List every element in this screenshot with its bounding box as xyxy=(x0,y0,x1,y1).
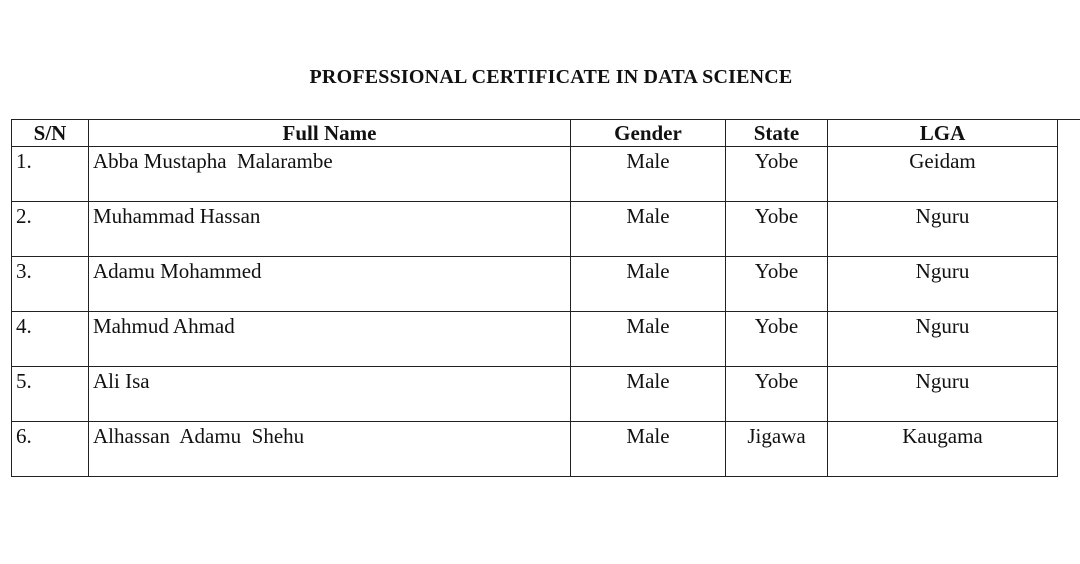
table-row xyxy=(12,367,1058,422)
cell-state: Yobe xyxy=(726,367,828,422)
table-header-row xyxy=(12,120,1058,147)
cell-gender: Male xyxy=(571,312,726,367)
cell-sn: 4. xyxy=(12,312,89,367)
cell-state: Yobe xyxy=(726,202,828,257)
cell-full-name: Alhassan Adamu Shehu xyxy=(89,422,571,477)
column-header-sn: S/N xyxy=(12,120,89,147)
column-header-state: State xyxy=(726,120,828,147)
cell-full-name: Abba Mustapha Malarambe xyxy=(89,147,571,202)
cell-gender: Male xyxy=(571,147,726,202)
cell-full-name: Muhammad Hassan xyxy=(89,202,571,257)
table-row xyxy=(12,257,1058,312)
cell-lga: Geidam xyxy=(828,147,1058,202)
cell-gender: Male xyxy=(571,367,726,422)
cell-sn: 1. xyxy=(12,147,89,202)
table-header-rule-extension xyxy=(1057,119,1080,120)
table-row xyxy=(12,202,1058,257)
cell-state: Yobe xyxy=(726,147,828,202)
column-header-gender: Gender xyxy=(571,120,726,147)
cell-sn: 5. xyxy=(12,367,89,422)
column-header-full-name: Full Name xyxy=(89,120,571,147)
cell-state: Yobe xyxy=(726,257,828,312)
column-header-lga: LGA xyxy=(828,120,1058,147)
cell-sn: 2. xyxy=(12,202,89,257)
cell-gender: Male xyxy=(571,202,726,257)
cell-lga: Nguru xyxy=(828,367,1058,422)
table-row xyxy=(12,422,1058,477)
cell-full-name: Mahmud Ahmad xyxy=(89,312,571,367)
participants-table xyxy=(11,119,1058,477)
cell-state: Jigawa xyxy=(726,422,828,477)
cell-sn: 3. xyxy=(12,257,89,312)
cell-sn: 6. xyxy=(12,422,89,477)
cell-state: Yobe xyxy=(726,312,828,367)
cell-gender: Male xyxy=(571,422,726,477)
table-row xyxy=(12,147,1058,202)
cell-lga: Kaugama xyxy=(828,422,1058,477)
cell-full-name: Adamu Mohammed xyxy=(89,257,571,312)
table-row xyxy=(12,312,1058,367)
cell-lga: Nguru xyxy=(828,202,1058,257)
cell-lga: Nguru xyxy=(828,257,1058,312)
cell-gender: Male xyxy=(571,257,726,312)
cell-lga: Nguru xyxy=(828,312,1058,367)
cell-full-name: Ali Isa xyxy=(89,367,571,422)
document-title: PROFESSIONAL CERTIFICATE IN DATA SCIENCE xyxy=(309,66,793,88)
